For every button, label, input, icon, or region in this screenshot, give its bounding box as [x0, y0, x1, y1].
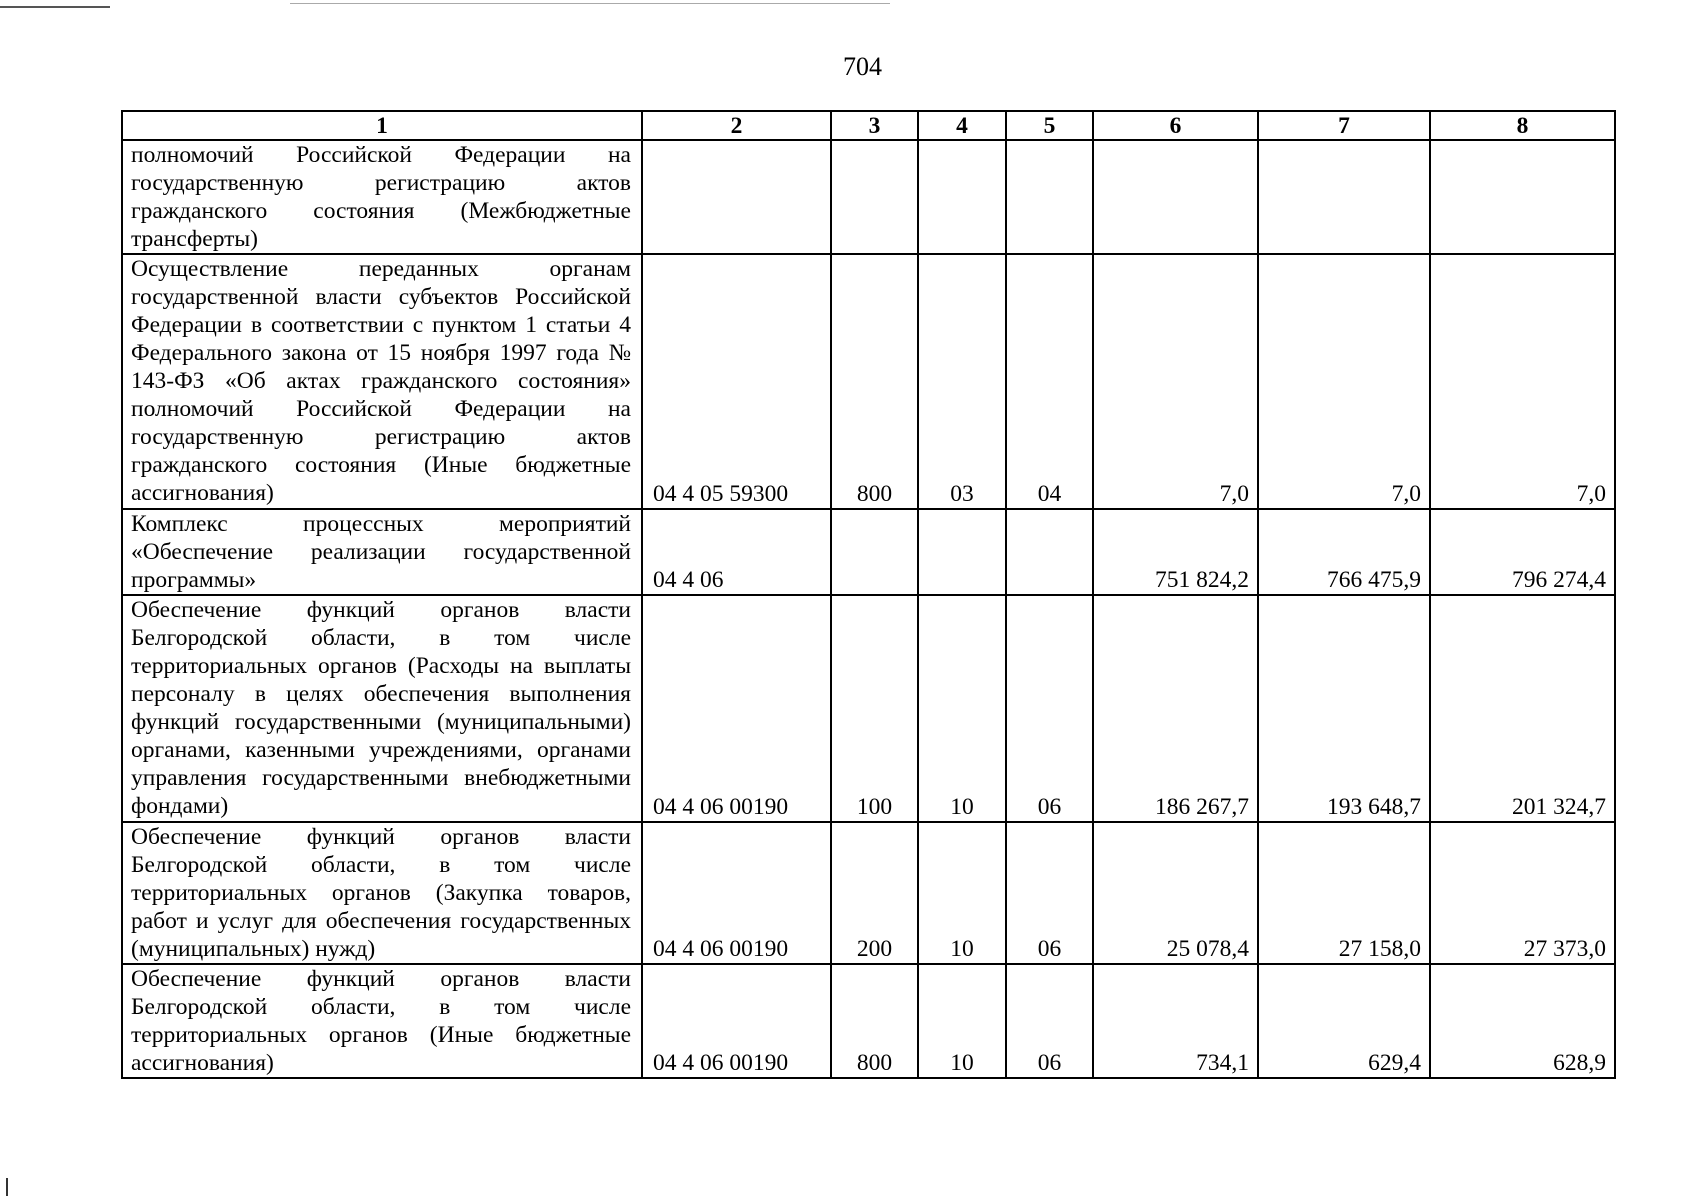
amount-year-1: 25 078,4 — [1093, 822, 1258, 964]
amount-year-3 — [1430, 140, 1615, 254]
section-code: 10 — [918, 595, 1006, 822]
amount-year-3: 796 274,4 — [1430, 509, 1615, 595]
column-header: 7 — [1258, 111, 1430, 140]
column-header: 8 — [1430, 111, 1615, 140]
section-code: 03 — [918, 254, 1006, 509]
target-article-code: 04 4 06 00190 — [642, 964, 831, 1078]
amount-year-1: 734,1 — [1093, 964, 1258, 1078]
expense-type-code: 800 — [831, 964, 918, 1078]
amount-year-3: 628,9 — [1430, 964, 1615, 1078]
target-article-code: 04 4 06 00190 — [642, 822, 831, 964]
scan-margin-mark — [6, 1178, 8, 1196]
amount-year-3: 7,0 — [1430, 254, 1615, 509]
amount-year-2: 27 158,0 — [1258, 822, 1430, 964]
column-header: 1 — [122, 111, 642, 140]
amount-year-2 — [1258, 140, 1430, 254]
scan-artifact-line — [290, 3, 890, 4]
column-header: 3 — [831, 111, 918, 140]
column-header: 2 — [642, 111, 831, 140]
expense-type-code: 200 — [831, 822, 918, 964]
table-row — [122, 595, 1615, 822]
row-description: Обеспечение функций органов власти Белгородской области, в том числе территориальных органов (Иные бюджетные ассигнования) — [122, 964, 642, 1078]
table-row — [122, 140, 1615, 254]
table-row — [122, 822, 1615, 964]
target-article-code — [642, 140, 831, 254]
expense-type-code: 100 — [831, 595, 918, 822]
expense-type-code — [831, 140, 918, 254]
amount-year-1: 186 267,7 — [1093, 595, 1258, 822]
section-code: 10 — [918, 964, 1006, 1078]
column-header: 4 — [918, 111, 1006, 140]
subsection-code: 06 — [1006, 822, 1093, 964]
target-article-code: 04 4 06 00190 — [642, 595, 831, 822]
section-code: 10 — [918, 822, 1006, 964]
row-description: Осуществление переданных органам государственной власти субъектов Российской Федерации в соответствии с пунктом 1 статьи 4 Федерального закона от 15 ноября 1997 года № 143-ФЗ «Об актах гражданского состояния» полномочий Российской Федерации на государственную регистрацию актов гражданского состояния (Иные бюджетные ассигнования) — [122, 254, 642, 509]
row-description: Обеспечение функций органов власти Белгородской области, в том числе территориальных органов (Закупка товаров, работ и услуг для обеспечения государственных (муниципальных) нужд) — [122, 822, 642, 964]
row-description: полномочий Российской Федерации на государственную регистрацию актов гражданского состояния (Межбюджетные трансферты) — [122, 140, 642, 254]
amount-year-2: 766 475,9 — [1258, 509, 1430, 595]
amount-year-2: 7,0 — [1258, 254, 1430, 509]
scan-artifact-line — [0, 6, 110, 8]
subsection-code — [1006, 509, 1093, 595]
subsection-code: 06 — [1006, 964, 1093, 1078]
table-row — [122, 254, 1615, 509]
row-description: Комплекс процессных мероприятий «Обеспечение реализации государственной программы» — [122, 509, 642, 595]
header-row — [122, 111, 1615, 140]
amount-year-1: 751 824,2 — [1093, 509, 1258, 595]
table-row — [122, 509, 1615, 595]
table-row — [122, 964, 1615, 1078]
target-article-code: 04 4 05 59300 — [642, 254, 831, 509]
amount-year-2: 629,4 — [1258, 964, 1430, 1078]
amount-year-1: 7,0 — [1093, 254, 1258, 509]
column-header: 5 — [1006, 111, 1093, 140]
amount-year-3: 27 373,0 — [1430, 822, 1615, 964]
page-number: 704 — [843, 52, 882, 81]
section-code — [918, 140, 1006, 254]
subsection-code: 06 — [1006, 595, 1093, 822]
subsection-code: 04 — [1006, 254, 1093, 509]
row-description: Обеспечение функций органов власти Белгородской области, в том числе территориальных органов (Расходы на выплаты персоналу в целях обеспечения выполнения функций государственными (муниципальными) органами, казенными учреждениями, органами управления государственными внебюджетными фондами) — [122, 595, 642, 822]
expense-type-code — [831, 509, 918, 595]
amount-year-2: 193 648,7 — [1258, 595, 1430, 822]
column-header: 6 — [1093, 111, 1258, 140]
subsection-code — [1006, 140, 1093, 254]
amount-year-3: 201 324,7 — [1430, 595, 1615, 822]
section-code — [918, 509, 1006, 595]
amount-year-1 — [1093, 140, 1258, 254]
budget-table — [121, 110, 1616, 1079]
target-article-code: 04 4 06 — [642, 509, 831, 595]
expense-type-code: 800 — [831, 254, 918, 509]
